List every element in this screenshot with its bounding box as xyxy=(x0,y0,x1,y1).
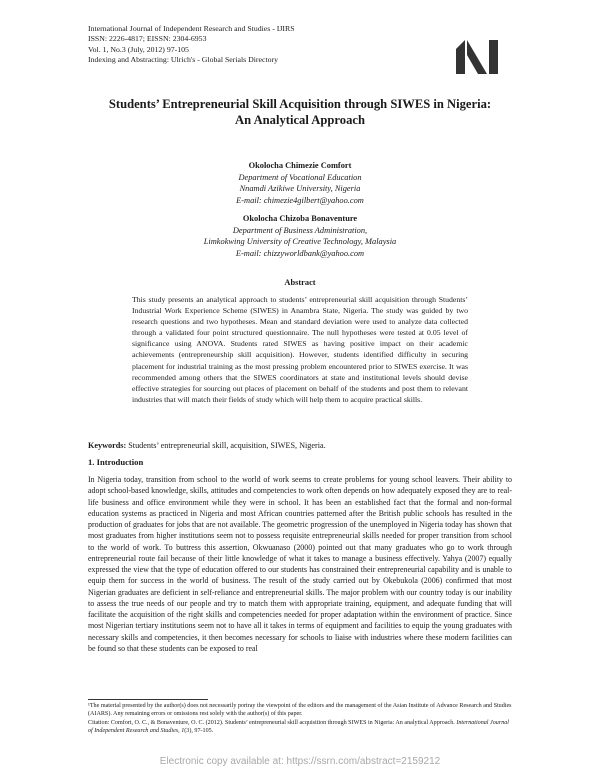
journal-indexing: Indexing and Abstracting: Ulrich's - Global Serials Directory xyxy=(88,55,278,65)
keywords-text: Students’ entrepreneurial skill, acquisition, SIWES, Nigeria. xyxy=(128,441,326,450)
author-1-name: Okolocha Chimezie Comfort xyxy=(248,161,352,170)
footnote-citation: Citation: Comfort, O. C., & Bonaventure, O. C. (2012). Students’ entrepreneurial skill acquisition through SIWES in Nigeria: An analytical Approach. xyxy=(88,719,455,726)
author-2-institution: Limkokwing University of Creative Technology, Malaysia xyxy=(203,237,397,247)
author-1-institution: Nnamdi Azikiwe University, Nigeria xyxy=(239,184,361,194)
footnote-disclaimer: ¹The material presented by the author(s) does not necessarily portray the viewpoint of the editors and the management of the Asian Institute of Advance Research and Studies (AIARS). Any remaining errors or omissions rest solely with the author(s) of this paper. xyxy=(88,703,512,718)
keywords-label: Keywords: xyxy=(88,441,127,450)
author-2-department: Department of Business Administration, xyxy=(232,225,368,235)
footnote-citation-journal: International Journal of Independent Research and Studies, 1 xyxy=(88,719,509,734)
paper-title-line-2: An Analytical Approach xyxy=(235,113,365,127)
journal-name: International Journal of Independent Research and Studies - IJIRS xyxy=(88,24,295,33)
author-1-department: Department of Vocational Education xyxy=(238,172,362,182)
ssrn-notice[interactable]: Electronic copy available at: https://ssrn.com/abstract=2159212 xyxy=(159,756,441,767)
introduction-text: In Nigeria today, transition from school to the world of work seems to create problems for young school leavers. Their ability to adopt school-based knowledge, skills, attitudes and competencies to work often depends on how adequately exposed they are to real-life business and office environment while they were in school. It has been an established fact that the formal and non-formal education systems as practiced in Nigeria and most African countries patterned after the British public schools has resulted in the production of graduates for jobs that are not available. The geometric progression of the unemployed in Nigeria today has shown that most graduates from higher institutions seem not to possess requisite entrepreneurial skills needed for proper transition from school to the world of work. To buttress this assertion, Okwuanaso (2000) pointed out that many graduates who go to work through entrepreneurial route fail because of their little knowledge of what it takes to manage a business effectively. Yahya (2007) equally expressed the view that the type of education offered to our students has constrained their entrepreneurial capability and is unable to equip them for success in the world of business. The result of the study carried out by Okebukola (2006) confirmed that most Nigerian graduates are deficient in self-reliance and entrepreneurial skills. The major problem with our country today is our inability to assess the true needs of our people and try to match them with appropriate training, equipment, and adequate funding that will facilitate the acquisition of the right skills and competencies needed for proper adaptation within the environment of practice. Since most Nigerian tertiary institutions seem not to have all it takes in terms of equipment and facilities to equip the young graduates with necessary skills and competencies, it then becomes necessary for schools to liaise with industries where these modern facilities can be found so that these students can be exposed to real xyxy=(88,475,512,653)
footnote xyxy=(88,702,512,735)
journal-volume: Vol. 1, No.3 (July, 2012) 97-105 xyxy=(88,44,189,54)
paper-title xyxy=(80,96,520,128)
author-1 xyxy=(150,160,450,206)
footnote-divider xyxy=(88,699,208,700)
abstract-text: This study presents an analytical approach to students’ entrepreneurial skill acquisition through Students’ Industrial Work Experience Scheme (SIWES) in Anambra State, Nigeria. The study was guided by two research questions and two hypotheses. Mean and standard deviation were used to analyze data collected through a validated four point structured questionnaire. The null hypotheses were tested at 0.05 level of significance using ANOVA. Students rated SIWES as having positive impact on their academic achievements (entrepreneurship skill acquisition). However, students identified difficulty in securing placement for industrial training as the most pressing problem encountered prior to SIWES exercise. It was recommended among others that the SIWES coordinators at state and institutional levels should devise effective strategies for sourcing out places of placement on behalf of the students and post them to relevant industries that will match their fields of study which will help them to acquire practical skills. xyxy=(132,295,468,404)
section-heading-introduction: 1. Introduction xyxy=(88,457,144,467)
author-1-email: E-mail: chimezie4gilbert@yahoo.com xyxy=(236,195,364,205)
journal-header xyxy=(88,24,295,66)
journal-logo-icon xyxy=(456,40,498,74)
author-2 xyxy=(150,213,450,259)
footnote-citation-pages: (3), 97-105. xyxy=(184,727,214,734)
author-2-name: Okolocha Chizoba Bonaventure xyxy=(242,214,358,223)
author-2-email: E-mail: chizzyworldbank@yahoo.com xyxy=(235,248,365,258)
abstract-heading: Abstract xyxy=(284,278,316,287)
keywords xyxy=(88,441,508,450)
journal-issn: ISSN: 2226-4817; EISSN: 2304-6953 xyxy=(88,34,207,44)
paper-title-line-1: Students’ Entrepreneurial Skill Acquisition through SIWES in Nigeria: xyxy=(108,97,492,111)
